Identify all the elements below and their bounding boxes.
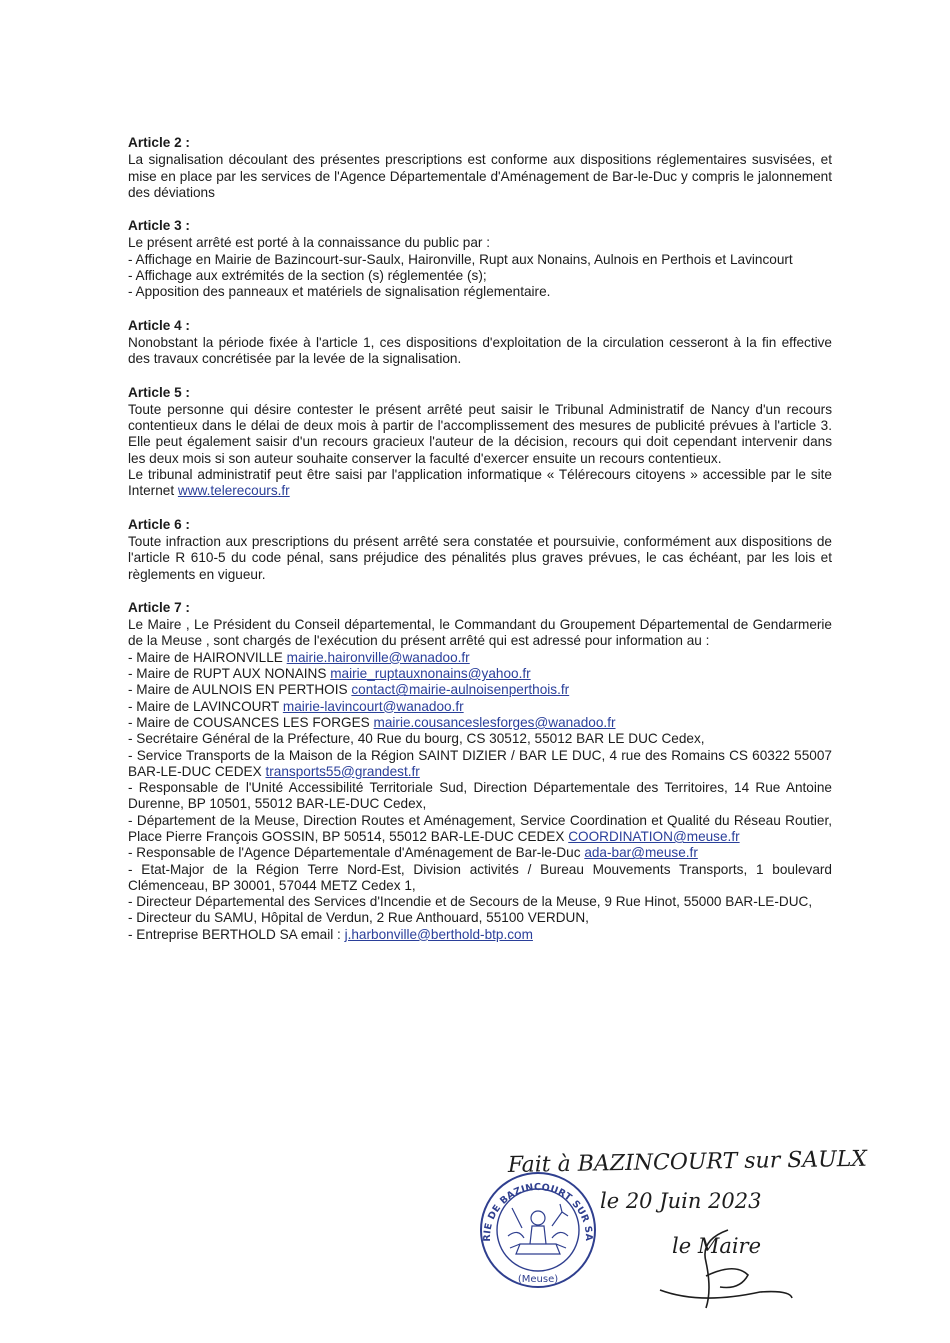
article-text xyxy=(128,284,832,300)
article-text xyxy=(128,268,832,284)
recipient-item xyxy=(128,682,832,698)
recipient-email-link[interactable]: j.harbonville@berthold-btp.com xyxy=(344,926,533,942)
recipient-text: - Responsable de l'Unité Accessibilité Territoriale Sud, Direction Départementale des Territoires, 14 Rue Antoine Durenne, BP 10501, 55012 BAR-LE-DUC Cedex, xyxy=(128,780,832,812)
recipient-item xyxy=(128,666,832,682)
recipient-text: - Responsable de l'Agence Départementale d'Aménagement de Bar-le-Duc xyxy=(128,845,585,861)
recipient-email-link[interactable]: ada-bar@meuse.fr xyxy=(584,845,698,861)
article-text-span: - Affichage en Mairie de Bazincourt-sur-Saulx, Haironville, Rupt aux Nonains, Aulnois en Perthois et Lavincourt xyxy=(128,251,793,267)
article-text xyxy=(128,402,832,467)
recipient-item xyxy=(128,699,832,715)
recipient-item xyxy=(128,845,832,861)
article-title: Article 6 : xyxy=(128,516,190,532)
svg-text:MAIRIE DE BAZINCOURT SUR SAULX xyxy=(482,1182,594,1242)
recipient-text: - Maire de COUSANCES LES FORGES xyxy=(128,714,374,730)
recipient-item xyxy=(128,813,832,846)
document-body xyxy=(128,135,832,960)
article-text xyxy=(128,252,832,268)
telerecours-link[interactable]: www.telerecours.fr xyxy=(177,483,290,499)
recipient-text: - Département de la Meuse, Direction Routes et Aménagement, Service Coordination et Qualité du Réseau Routier, Place Pierre François GOSSIN, BP 50514, 55012 BAR-LE-DUC CEDEX xyxy=(128,812,832,844)
article-text xyxy=(128,152,832,201)
article-title: Article 7 : xyxy=(128,599,190,615)
recipient-item xyxy=(128,780,832,813)
recipient-text: - Maire de HAIRONVILLE xyxy=(128,649,287,665)
article-text-span: - Apposition des panneaux et matériels de signalisation réglementaire. xyxy=(128,284,551,300)
sig-line2: le 20 Juin 2023 xyxy=(600,1189,762,1213)
recipient-email-link[interactable]: mairie.haironville@wanadoo.fr xyxy=(286,649,470,665)
article-text xyxy=(128,534,832,583)
sig-line1: Fait à BAZINCOURT sur SAULX xyxy=(507,1146,868,1178)
article-text-span: Le présent arrêté est porté à la connaissance du public par : xyxy=(128,235,490,251)
recipient-text: - Directeur du SAMU, Hôpital de Verdun, 2 Rue Anthouard, 55100 VERDUN, xyxy=(128,910,589,926)
article-title: Article 5 : xyxy=(128,384,190,400)
article-text xyxy=(128,335,832,368)
recipient-text: - Service Transports de la Maison de la Région SAINT DIZIER / BAR LE DUC, 4 rue des Romains CS 60322 55007 BAR-LE-DUC CEDEX xyxy=(128,747,832,779)
recipient-text: - Secrétaire Général de la Préfecture, 40 Rue du bourg, CS 30512, 55012 BAR LE DUC Cedex, xyxy=(128,731,705,747)
signature-scribble xyxy=(660,1230,792,1308)
article-text-span: Nonobstant la période fixée à l'article 1, ces dispositions d'exploitation de la circulation cesseront à la fin effective des travaux concrétisée par la levée de la signalisation. xyxy=(128,334,832,367)
recipient-email-link[interactable]: mairie_ruptauxnonains@yahoo.fr xyxy=(330,666,531,682)
recipient-item xyxy=(128,927,832,943)
article-section xyxy=(128,135,832,201)
recipient-item xyxy=(128,650,832,666)
mairie-stamp xyxy=(481,1173,595,1287)
recipient-text: - Entreprise BERTHOLD SA email : xyxy=(128,926,345,942)
recipient-item xyxy=(128,715,832,731)
recipient-item xyxy=(128,748,832,781)
recipient-email-link[interactable]: mairie.cousanceslesforges@wanadoo.fr xyxy=(373,714,616,730)
recipient-item xyxy=(128,894,832,910)
article-text xyxy=(128,467,832,500)
recipient-email-link[interactable]: COORDINATION@meuse.fr xyxy=(568,828,740,844)
stamp-outer-text: MAIRIE DE BAZINCOURT SUR SAULX xyxy=(481,1181,595,1242)
article-text-span: Toute personne qui désire contester le présent arrêté peut saisir le Tribunal Administratif de Nancy d'un recours contentieux dans le délai de deux mois à partir de l'accomplissement des mesures de publicité prévues à l'article 3. Elle peut également saisir d'un recours gracieux l'auteur de la décision, recours qui doit cependant intervenir dans les deux mois si son auteur souhaite conserver la faculté d'exercer ensuite un recours contentieux. xyxy=(128,401,832,466)
recipient-text: - Maire de AULNOIS EN PERTHOIS xyxy=(128,682,352,698)
recipient-email-link[interactable]: contact@mairie-aulnoisenperthois.fr xyxy=(351,682,570,698)
article-title: Article 4 : xyxy=(128,317,190,333)
article-section xyxy=(128,600,832,943)
recipient-email-link[interactable]: mairie-lavincourt@wanadoo.fr xyxy=(282,698,464,714)
article-text-span: Toute infraction aux prescriptions du présent arrêté sera constatée et poursuivie, conformément aux dispositions de l'article R 610-5 du code pénal, sans préjudice des pénalités plus graves prévues, le cas échéant, par les lois et règlements en vigueur. xyxy=(128,533,832,582)
recipient-text: - Etat-Major de la Région Terre Nord-Est, Division activités / Bureau Mouvements Transports, 1 boulevard Clémenceau, BP 30001, 57044 METZ Cedex 1, xyxy=(128,861,832,893)
article-text-span: - Affichage aux extrémités de la section (s) réglementée (s); xyxy=(128,268,487,284)
sig-line3: le Maire xyxy=(672,1234,762,1258)
recipient-item xyxy=(128,910,832,926)
article-section xyxy=(128,318,832,368)
article-section xyxy=(128,517,832,583)
article-text-span: Le tribunal administratif peut être saisi par l'application informatique « Télérecours citoyens » accessible par le site Internet xyxy=(128,467,832,499)
article-section xyxy=(128,385,832,500)
article-text-span: La signalisation découlant des présentes prescriptions est conforme aux dispositions réglementaires susvisées, et mise en place par les services de l'Agence Départementale d'Aménagement de Bar-le-Duc y compris le jalonnement des déviations xyxy=(128,152,832,200)
stamp-bottom-text: (Meuse) xyxy=(517,1274,559,1285)
article-section xyxy=(128,218,832,300)
article-title: Article 2 : xyxy=(128,135,190,150)
recipient-text: - Maire de LAVINCOURT xyxy=(128,698,283,714)
recipient-email-link[interactable]: transports55@grandest.fr xyxy=(265,763,420,779)
recipient-text: - Directeur Départemental des Services d'Incendie et de Secours de la Meuse, 9 Rue Hinot, 55000 BAR-LE-DUC, xyxy=(128,894,813,910)
article-intro: Le Maire , Le Président du Conseil départemental, le Commandant du Groupement Départemental de Gendarmerie de la Meuse , sont chargés de l'exécution du présent arrêté qui est adressé pour information au : xyxy=(128,617,832,649)
article-title: Article 3 : xyxy=(128,218,190,234)
recipient-item xyxy=(128,731,832,747)
recipient-item xyxy=(128,862,832,895)
recipient-text: - Maire de RUPT AUX NONAINS xyxy=(128,666,331,682)
article-text xyxy=(128,235,832,251)
stamp-emblem-icon xyxy=(508,1204,568,1254)
